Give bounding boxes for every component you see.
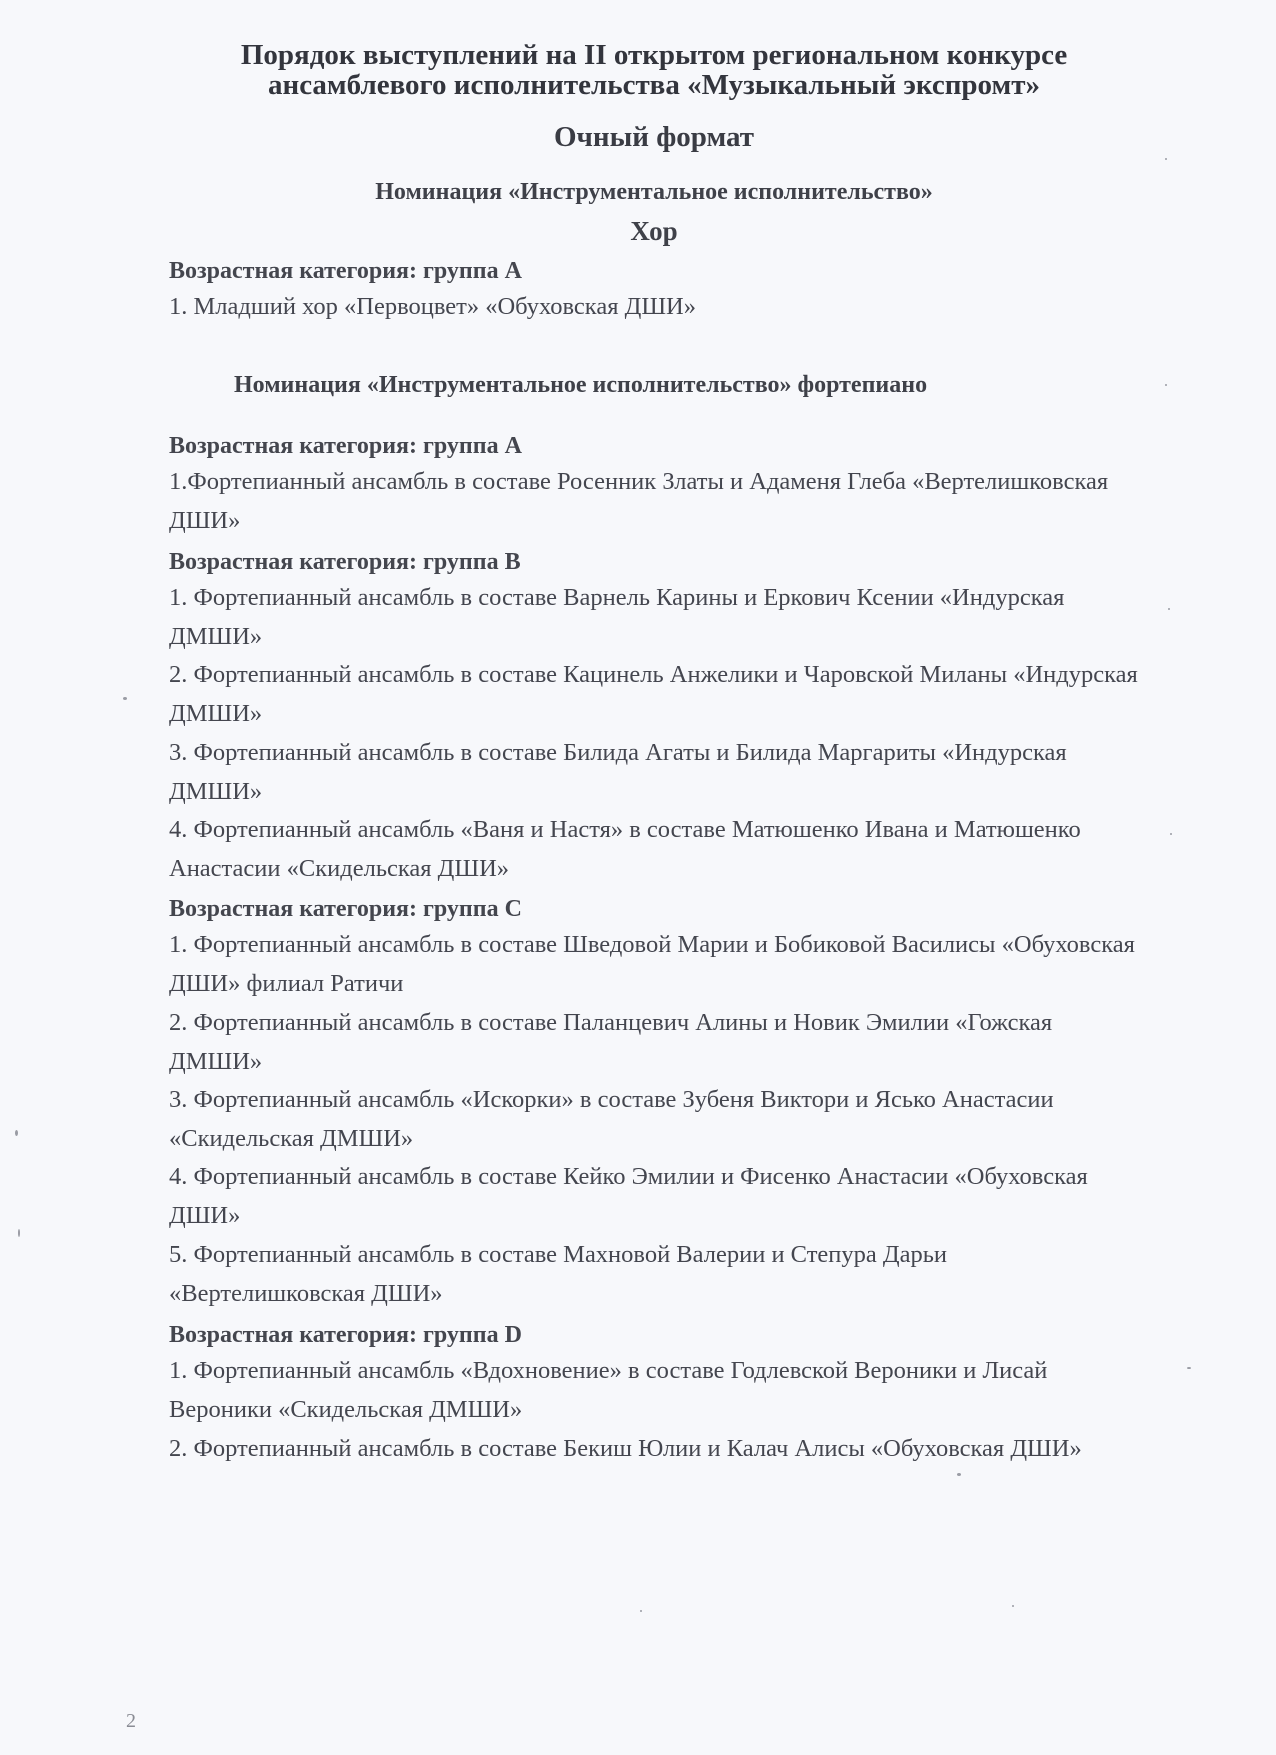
performance-entry: 1. Фортепианный ансамбль «Вдохновение» в составе Годлевской Вероники и Лисай Вероники «Скидельская ДМШИ»	[169, 1357, 1048, 1423]
age-category-heading: Возрастная категория: группа В	[169, 549, 521, 575]
performance-entry: 2. Фортепианный ансамбль в составе Паланцевич Алины и Новик Эмилии «Гожская ДМШИ»	[169, 1009, 1053, 1075]
scan-speck	[1165, 384, 1167, 386]
performance-entry: 4. Фортепианный ансамбль «Ваня и Настя» в составе Матюшенко Ивана и Матюшенко Анастасии «Скидельская ДШИ»	[169, 816, 1081, 882]
performance-entry: 1.Фортепианный ансамбль в составе Росенник Златы и Адаменя Глеба «Вертелишковская ДШИ»	[169, 468, 1109, 534]
performance-entry: 5. Фортепианный ансамбль в составе Махновой Валерии и Степура Дарьи «Вертелишковская ДШИ»	[169, 1241, 948, 1307]
age-category-heading: Возрастная категория: группа D	[169, 1322, 522, 1348]
scan-speck	[1170, 833, 1172, 835]
nomination-heading-piano: Номинация «Инструментальное исполнительство» фортепиано	[234, 372, 928, 398]
scan-speck	[18, 1229, 20, 1237]
scan-speck	[957, 1473, 961, 1476]
performance-entry: 2. Фортепианный ансамбль в составе Кацинель Анжелики и Чаровской Миланы «Индурская ДМШИ»	[169, 661, 1138, 727]
age-category-heading: Возрастная категория: группа С	[169, 896, 522, 922]
document-title-line-1: Порядок выступлений на II открытом региональном конкурсе	[240, 39, 1068, 71]
age-category-heading: Возрастная категория: группа А	[169, 258, 522, 284]
scan-speck	[15, 1130, 18, 1136]
performance-entry: 3. Фортепианный ансамбль «Искорки» в составе Зубеня Виктори и Ясько Анастасии «Скидельская ДМШИ»	[169, 1086, 1054, 1152]
format-heading: Очный формат	[553, 121, 755, 153]
document-title-line-2: ансамблевого исполнительства «Музыкальный экспромт»	[267, 69, 1040, 101]
scan-speck	[640, 1610, 642, 1612]
scan-speck	[1165, 158, 1167, 160]
performance-entry: 1. Младший хор «Первоцвет» «Обуховская ДШИ»	[169, 293, 696, 320]
page-number: 2	[126, 1710, 136, 1732]
nomination-heading-choir: Номинация «Инструментальное исполнительство»	[375, 179, 933, 205]
scan-speck	[123, 697, 127, 700]
age-category-heading: Возрастная категория: группа А	[169, 433, 522, 459]
performance-entry: 1. Фортепианный ансамбль в составе Шведовой Марии и Бобиковой Василисы «Обуховская ДШИ» филиал Ратичи	[169, 931, 1135, 997]
performance-entry: 2. Фортепианный ансамбль в составе Бекиш Юлии и Калач Алисы «Обуховская ДШИ»	[169, 1435, 1082, 1462]
performance-entry: 4. Фортепианный ансамбль в составе Кейко Эмилии и Фисенко Анастасии «Обуховская ДШИ»	[169, 1163, 1088, 1229]
performance-entry: 1. Фортепианный ансамбль в составе Варнель Карины и Еркович Ксении «Индурская ДМШИ»	[169, 584, 1065, 650]
scan-speck	[1187, 1367, 1191, 1369]
instrument-heading-choir: Хор	[630, 216, 678, 246]
performance-entry: 3. Фортепианный ансамбль в составе Билида Агаты и Билида Маргариты «Индурская ДМШИ»	[169, 739, 1067, 805]
scan-speck	[1168, 608, 1170, 610]
scan-speck	[1012, 1605, 1014, 1607]
